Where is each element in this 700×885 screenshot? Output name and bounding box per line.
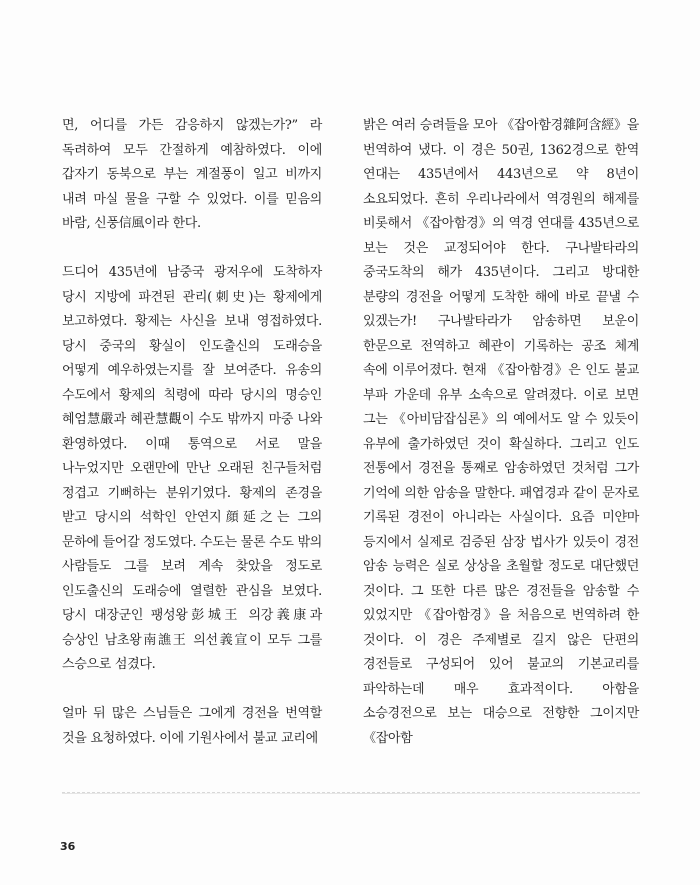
left-text-column (62, 114, 322, 751)
left-paragraph-3: 얼마 뒤 많은 스님들은 그에게 경전을 번역할 것을 요청하였다. 이에 기원사에서 불교 교리에 (62, 706, 322, 746)
footer-divider (62, 793, 640, 794)
right-text-column (363, 114, 639, 751)
page-number: 36 (60, 840, 76, 853)
left-paragraph-2: 드디어 435년에 남중국 광저우에 도착하자 당시 지방에 파견된 관리(刺史)는 황제에게 보고하였다. 황제는 사신을 보내 영접하였다. 당시 중국의 황실이 인도출신의 도래승을 어떻게 예우하였는지를 잘 보여준다. 유송의 수도에서 황제의 칙령에 따라 당시의 명승인 혜엄慧嚴과 혜관慧觀이 수도 밖까지 마중 나와 환영하였다. 이때 통역으로 서로 말을 나누었지만 오랜만에 만난 오래된 친구들처럼 정겹고 기뻐하는 분위기였다. 황제의 존경을 받고 당시의 석학인 안연지顔延之는 그의 문하에 들어갈 정도였다. 수도는 물론 수도 밖의 사람들도 그를 보려 계속 찾았을 정도로 인도출신의 도래승에 열렬한 관심을 보였다. 당시 대장군인 팽성왕彭城王 의강義康과 승상인 남초왕南譙王 의선義宣이 모두 그를 스승으로 섬겼다. (62, 265, 322, 672)
right-paragraph-1: 밝은 여러 승려들을 모아 《잡아함경雜阿含經》을 번역하여 냈다. 이 경은 50권, 1362경으로 한역 연대는 435년에서 443년으로 약 8년이 소요되었다. 흔히 우리나라에서 역경원의 해제를 비롯해서 《잡아함경》의 역경 연대를 435년으로 보는 것은 교정되어야 한다. 구나발타라의 중국도착의 해가 435년이다. 그리고 방대한 분량의 경전을 어떻게 도착한 해에 바로 끝낼 수 있겠는가! 구나발타라가 암송하면 보운이 한문으로 전역하고 혜관이 기록하는 공조 체계 속에 이루어졌다. 현재 《잡아함경》은 인도 불교 부파 가운데 유부 소속으로 알려졌다. 이로 보면 그는 《아비담잡심론》의 예에서도 알 수 있듯이 유부에 출가하였던 것이 확실하다. 그리고 인도 전통에서 경전을 통째로 암송하였던 것처럼 그가 기억에 의한 암송을 말한다. 패엽경과 같이 문자로 기록된 경전이 아니라는 사실이다. 요즘 미얀마 등지에서 실제로 검증된 삼장 법사가 있듯이 경전 암송 능력은 실로 상상을 초월할 정도로 대단했던 것이다. 그 또한 다른 많은 경전들을 암송할 수 있었지만 《잡아함경》을 처음으로 번역하려 한 것이다. 이 경은 주제별로 길지 않은 단편의 경전들로 구성되어 있어 불교의 기본교리를 파악하는데 매우 효과적이다. 아함을 소승경전으로 보는 대승으로 전향한 그이지만 《잡아함 (363, 118, 639, 746)
left-paragraph-1: 면, 어디를 가든 감응하지 않겠는가?” 라 독려하여 모두 간절하게 예참하였다. 이에 갑자기 동북으로 부는 계절풍이 일고 비까지 내려 마실 물을 구할 수 있었다. 이를 믿음의 바람, 신풍信風이라 한다. (62, 118, 322, 231)
